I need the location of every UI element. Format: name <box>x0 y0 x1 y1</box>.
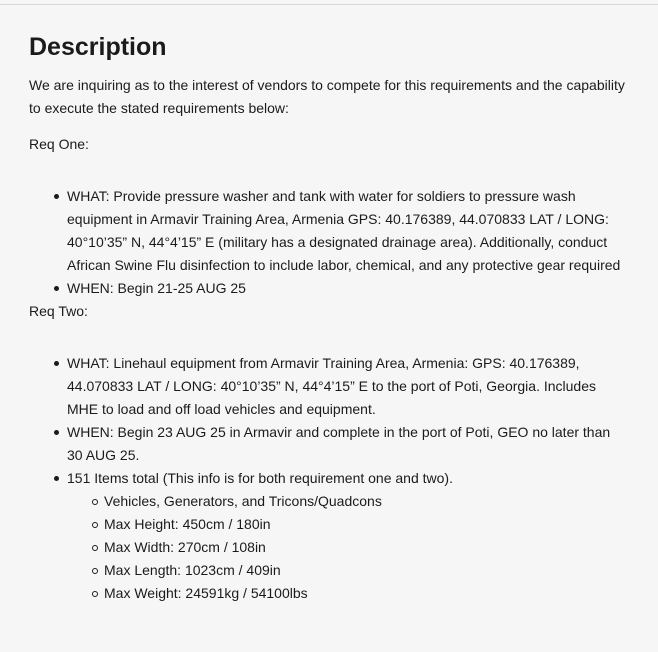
spec-max-length: Max Length: 1023cm / 409in <box>104 559 629 582</box>
req-two-heading: Req Two: <box>29 303 88 319</box>
req-one-list <box>29 185 629 300</box>
req-one-when-item: WHEN: Begin 21-25 AUG 25 <box>67 277 629 300</box>
req-two-list <box>29 352 629 605</box>
req-two-what-item: WHAT: Linehaul equipment from Armavir Training Area, Armenia: GPS: 40.176389, 44.070833 LAT / LONG: 40°10’35” N, 44°4’15” E to the port of Poti, Georgia. Includes MHE to load and off load vehicles and equipment. <box>67 352 629 421</box>
req-one-what-item: WHAT: Provide pressure washer and tank with water for soldiers to pressure wash equipment in Armavir Training Area, Armenia GPS: 40.176389, 44.070833 LAT / LONG: 40°10’35” N, 44°4’15” E (military has a designated drainage area). Additionally, conduct African Swine Flu disinfection to include labor, chemical, and any protective gear required <box>67 185 629 277</box>
req-one-heading: Req One: <box>29 136 89 152</box>
intro-paragraph: We are inquiring as to the interest of vendors to compete for this requirements and the capability to execute the stated requirements below: <box>29 77 625 116</box>
spec-max-weight: Max Weight: 24591kg / 54100lbs <box>104 582 629 605</box>
spec-item-types: Vehicles, Generators, and Tricons/Quadcons <box>104 490 629 513</box>
items-total-text: 151 Items total (This info is for both requirement one and two). <box>67 470 453 486</box>
req-two-when-item: WHEN: Begin 23 AUG 25 in Armavir and complete in the port of Poti, GEO no later than 30 AUG 25. <box>67 421 629 467</box>
top-divider <box>0 4 658 5</box>
spec-max-width: Max Width: 270cm / 108in <box>104 536 629 559</box>
section-title: Description <box>29 33 167 61</box>
spec-max-height: Max Height: 450cm / 180in <box>104 513 629 536</box>
item-specs-list <box>67 490 629 605</box>
description-section <box>29 30 629 605</box>
req-two-items-total <box>67 467 629 605</box>
